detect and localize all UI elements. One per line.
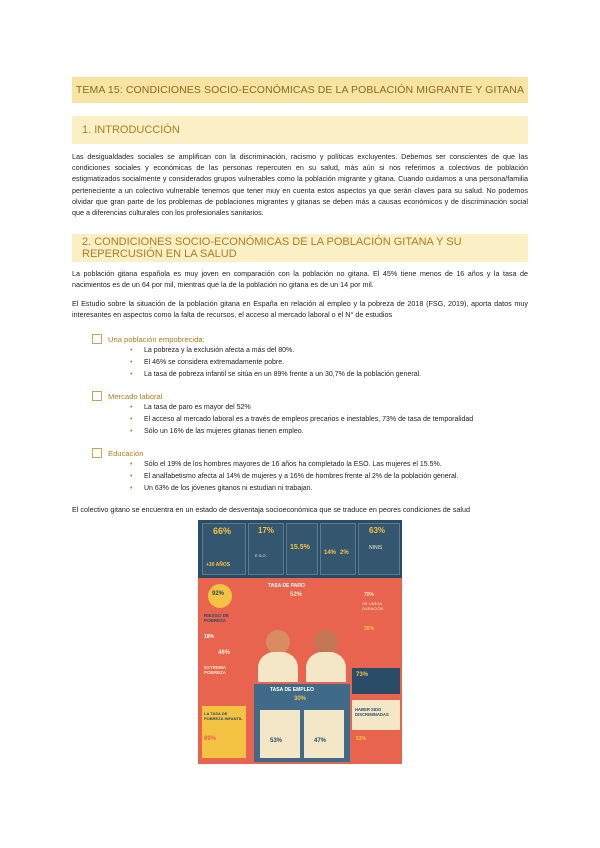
list-item: • La tasa de paro es mayor del 52% — [130, 402, 530, 414]
stat-label: EXTREMA POBREZA — [204, 665, 227, 675]
infographic-center-paro — [254, 580, 350, 684]
infographic-center-empleo — [254, 684, 350, 762]
tile-ninis — [358, 523, 400, 575]
intro-text: Las desigualdades sociales se amplifican con la discriminación, racismo y políticas excluyentes. Debemos ser conscientes de que las condiciones sociales y económicas de las personas repercuten en su salud, más aún si nos referimos a colectivos de población estigmatizados socialmente y considerados grupos vulnerables como la población migrante y gitana. Cuando cuidamos a una persona/familia perteneciente a un colectivo vulnerable tenemos que tener muy en cuenta estos aspectos ya que serán claves para su salud. No podemos olvidar que gran parte de los problemas de poblaciones migrantes y gitanas se deben más a causas económicos y de discriminación social que a diferencias culturales con los profesionales sanitarios. — [72, 152, 528, 218]
tile-eso-women — [286, 523, 318, 575]
stat-label: HABER SIDO DISCRIMINADAS — [355, 707, 389, 717]
stat-value: 18% — [204, 634, 215, 640]
stat-value: 53% — [270, 738, 283, 744]
person-body-icon — [306, 652, 346, 682]
list-mercado-laboral — [130, 402, 530, 439]
category-mercado-laboral — [92, 391, 162, 401]
tile-young — [202, 523, 246, 575]
tile-empleo-right — [304, 710, 344, 758]
list-empobrecida — [130, 345, 530, 382]
section-heading-text: 2. CONDICIONES SOCIO-ECONÓMICAS DE LA POBLACIÓN GITANA Y SU REPERCUSIÓN EN LA SALUD — [82, 236, 462, 260]
stat-label: LA TASA DE POBREZA INFANTIL — [204, 711, 243, 721]
paragraph-estudio — [72, 298, 528, 320]
list-item: • La tasa de pobreza infantil se sitúa en un 89% frente a un 30,7% de la población general. — [130, 369, 530, 381]
stat-value: 46% — [218, 650, 231, 656]
stat-label: RIESGO DE POBREZA — [204, 613, 230, 623]
list-item: • El 46% se considera extremadamente pobre. — [130, 357, 530, 369]
category-educacion — [92, 448, 143, 458]
stat-value: 63% — [369, 526, 386, 535]
stat-value: 92% — [212, 591, 225, 597]
stat-label: NINIS — [369, 545, 383, 551]
stat-value: 30% — [294, 696, 307, 702]
list-educacion — [130, 459, 530, 496]
stat-label: TASA DE PARO — [268, 583, 305, 589]
person-body-icon — [258, 652, 298, 682]
stat-value: 89% — [204, 736, 217, 742]
paragraph-text: El Estudio sobre la situación de la población gitana en España en relación al empleo y la pobreza de 2018 (FSG, 2019), aporta datos muy interesantes en aspectos como la falta de recursos, el acceso al mercado laboral o el N° de estudios — [72, 299, 528, 320]
tile-analfabetismo — [320, 523, 356, 575]
stat-label: +30 AÑOS — [206, 562, 231, 568]
stat-value: 73% — [356, 672, 369, 678]
section-heading-introduccion — [72, 116, 528, 144]
list-item: • Sólo un 16% de las mujeres gitanas tienen empleo. — [130, 426, 530, 438]
tile-pobreza-infantil — [202, 706, 246, 758]
paragraph-text: La población gitana española es muy joven en comparación con la población no gitana. El 45% tiene menos de 16 años y la tasa de nacimientos es de un 64 por mil, mientras que la de la población no gitana es de un 14 por mil. — [72, 269, 528, 290]
paragraph-closing — [72, 504, 528, 515]
stat-value: 17% — [258, 526, 275, 535]
stat-value: 35% — [364, 626, 375, 632]
section-heading-text: 1. INTRODUCCIÓN — [82, 124, 180, 136]
stat-value: 15.5% — [290, 544, 310, 551]
section-heading-condiciones — [72, 234, 528, 262]
intro-paragraph — [72, 151, 528, 218]
document-title-text: TEMA 15: CONDICIONES SOCIO-ECONÓMICAS DE LA POBLACIÓN MIGRANTE Y GITANA — [75, 84, 525, 96]
tile-eso — [248, 523, 284, 575]
stat-value: 14% — [324, 550, 337, 556]
stat-value: 70% — [364, 592, 375, 598]
category-label: Una población empobrecida: — [108, 334, 205, 344]
stat-value: 66% — [213, 526, 232, 536]
stat-label: E.S.O. — [255, 553, 267, 558]
stat-value: 47% — [314, 738, 327, 744]
list-item: • El analfabetismo afecta al 14% de mujeres y a 16% de hombres frente al 2% de la población general. — [130, 471, 530, 483]
stat-value: 52% — [290, 592, 303, 598]
checkbox-icon — [92, 391, 102, 401]
list-item: • La pobreza y la exclusión afecta a más del 80%. — [130, 345, 530, 357]
checkbox-icon — [92, 448, 102, 458]
stat-label: DE LARGA DURACIÓN — [362, 601, 384, 611]
category-empobrecida — [92, 334, 205, 344]
list-item: • El acceso al mercado laboral es a través de empleos precarios e inestables, 73% de tasa de temporalidad — [130, 414, 530, 426]
stat-value: 2% — [340, 550, 349, 556]
infographic-left-column — [202, 580, 252, 700]
tile-temporalidad — [352, 668, 400, 694]
paragraph-text: El colectivo gitano se encuentra en un estado de desventaja socioeconómica que se traduce en peores condiciones de salud — [72, 505, 470, 514]
category-label: Mercado laboral — [108, 391, 163, 401]
tile-discriminacion — [352, 700, 400, 730]
document-title — [72, 77, 528, 103]
category-label: Educación — [108, 448, 144, 458]
list-item: • Un 63% de los jóvenes gitanos ni estudian ni trabajan. — [130, 483, 530, 495]
list-item: • Sólo el 19% de los hombres mayores de 16 años ha completado la ESO. Las mujeres el 15.5%. — [130, 459, 530, 471]
infographic-right-column — [352, 580, 400, 764]
person-icon — [314, 630, 338, 654]
tile-empleo-left — [260, 710, 300, 758]
infographic — [198, 520, 402, 764]
stat-value: 53% — [356, 736, 367, 742]
person-icon — [266, 630, 290, 654]
checkbox-icon — [92, 334, 102, 344]
paragraph-poblacion — [72, 268, 528, 290]
stat-label: TASA DE EMPLEO — [270, 687, 314, 693]
